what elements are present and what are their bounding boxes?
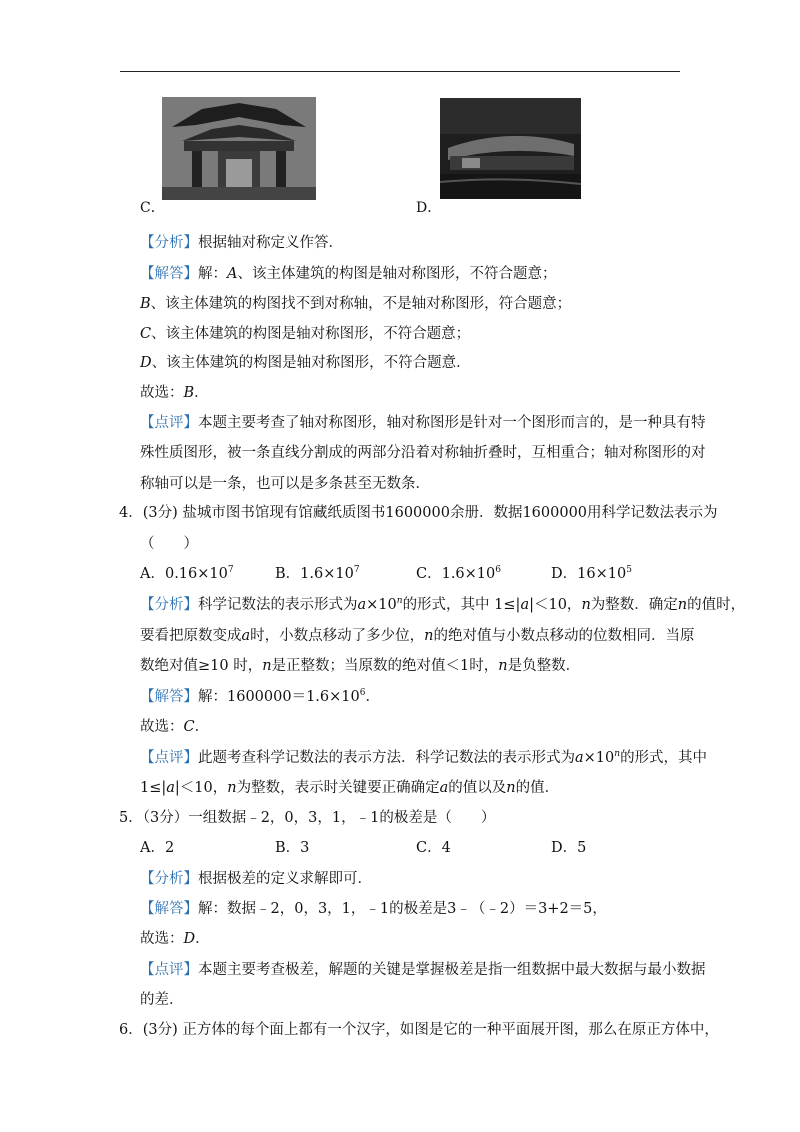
q3-comment-3: 称轴可以是一条，也可以是多条甚至无数条． (140, 476, 430, 492)
analysis-tag: 【分析】 (140, 871, 198, 887)
q4-solution: 【解答】解：$1600000=1.6\times 10^6$． (140, 688, 380, 705)
q5-stem: 5．（3分）一组数据﹣2，0，3，1，﹣1的极差是（ ） (119, 810, 496, 826)
solution-tag: 【解答】 (140, 901, 198, 917)
solution-tag: 【解答】 (140, 266, 198, 282)
comment-tag: 【点评】 (140, 750, 198, 766)
q3-line-d: D、该主体建筑的构图是轴对称图形，不符合题意． (140, 355, 471, 371)
analysis-tag: 【分析】 (140, 235, 198, 251)
gateway-photo (162, 97, 316, 200)
q4-stem-1: 4．(3分) 盐城市图书馆现有馆藏纸质图书1600000余册．数据1600000用科学记数法表示为 (119, 505, 718, 521)
q6-stem-1: 6．(3分) 正方体的每个面上都有一个汉字，如图是它的一种平面展开图，那么在原正方体中， (119, 1022, 719, 1038)
q4-option-b: B．$1.6\times 10^7$ (275, 565, 360, 582)
header-rule (120, 71, 680, 72)
q5-choice: 故选：D． (140, 931, 210, 947)
q5-options (140, 841, 680, 859)
option-c-image (162, 97, 316, 200)
q4-analysis-3: 数绝对值≥10 时，n是正整数；当原数的绝对值＜1时，n是负整数． (140, 658, 581, 674)
q3-analysis: 【分析】根据轴对称定义作答． (140, 235, 343, 251)
q4-comment-2: 1≤|a|＜10，n为整数，表示时关键要正确确定a的值以及n的值． (140, 780, 560, 796)
q4-stem-2: （ ） (140, 536, 198, 552)
solution-tag: 【解答】 (140, 689, 198, 705)
q4-option-a: A．$0.16\times 10^7$ (140, 565, 234, 582)
q4-choice: 故选：C． (140, 719, 210, 735)
q3-solution: 【解答】解：A、该主体建筑的构图是轴对称图形，不符合题意； (140, 266, 557, 282)
q4-option-c: C．$1.6\times 10^6$ (416, 565, 501, 582)
q3-choice: 故选：B． (140, 385, 209, 401)
q5-comment-1: 【点评】本题主要考查极差，解题的关键是掌握极差是指一组数据中最大数据与最小数据 (140, 962, 706, 978)
q4-analysis-2: 要看把原数变成a时，小数点移动了多少位，n的绝对值与小数点移动的位数相同．当原 (140, 628, 695, 644)
q5-comment-2: 的差． (140, 992, 184, 1008)
q5-analysis: 【分析】根据极差的定义求解即可． (140, 871, 372, 887)
option-d-image (440, 98, 581, 199)
q3-comment-2: 殊性质图形，被一条直线分割成的两部分沿着对称轴折叠时，互相重合；轴对称图形的对 (140, 445, 706, 461)
q4-analysis-1: 【分析】科学记数法的表示形式为$a\times 10^n$的形式，其中 1≤|a|＜10，n为整数．确定n的值时， (140, 596, 746, 613)
comment-tag: 【点评】 (140, 415, 198, 431)
q3-line-c: C、该主体建筑的构图是轴对称图形，不符合题意； (140, 326, 471, 342)
q5-option-c: C．4 (416, 840, 451, 856)
q3-line-b: B、该主体建筑的构图找不到对称轴，不是轴对称图形，符合题意； (140, 296, 572, 312)
analysis-tag: 【分析】 (140, 597, 198, 613)
q5-option-d: D．5 (551, 840, 587, 856)
q3-comment-1: 【点评】本题主要考查了轴对称图形，轴对称图形是针对一个图形而言的，是一种具有特 (140, 415, 706, 431)
comment-tag: 【点评】 (140, 962, 198, 978)
q4-option-d: D．$16\times 10^5$ (551, 565, 632, 582)
q5-option-b: B．3 (275, 840, 310, 856)
q5-option-a: A．2 (140, 840, 175, 856)
q4-options (140, 567, 680, 585)
option-d-label: D． (416, 200, 442, 216)
arena-photo (440, 98, 581, 199)
option-c-label: C． (140, 200, 165, 216)
q4-comment-1: 【点评】此题考查科学记数法的表示方法．科学记数法的表示形式为$a\times 10^n$的形式，其中 (140, 749, 708, 766)
q5-solution: 【解答】解：数据﹣2，0，3，1，﹣1的极差是3﹣（﹣2）＝3+2＝5， (140, 901, 607, 917)
